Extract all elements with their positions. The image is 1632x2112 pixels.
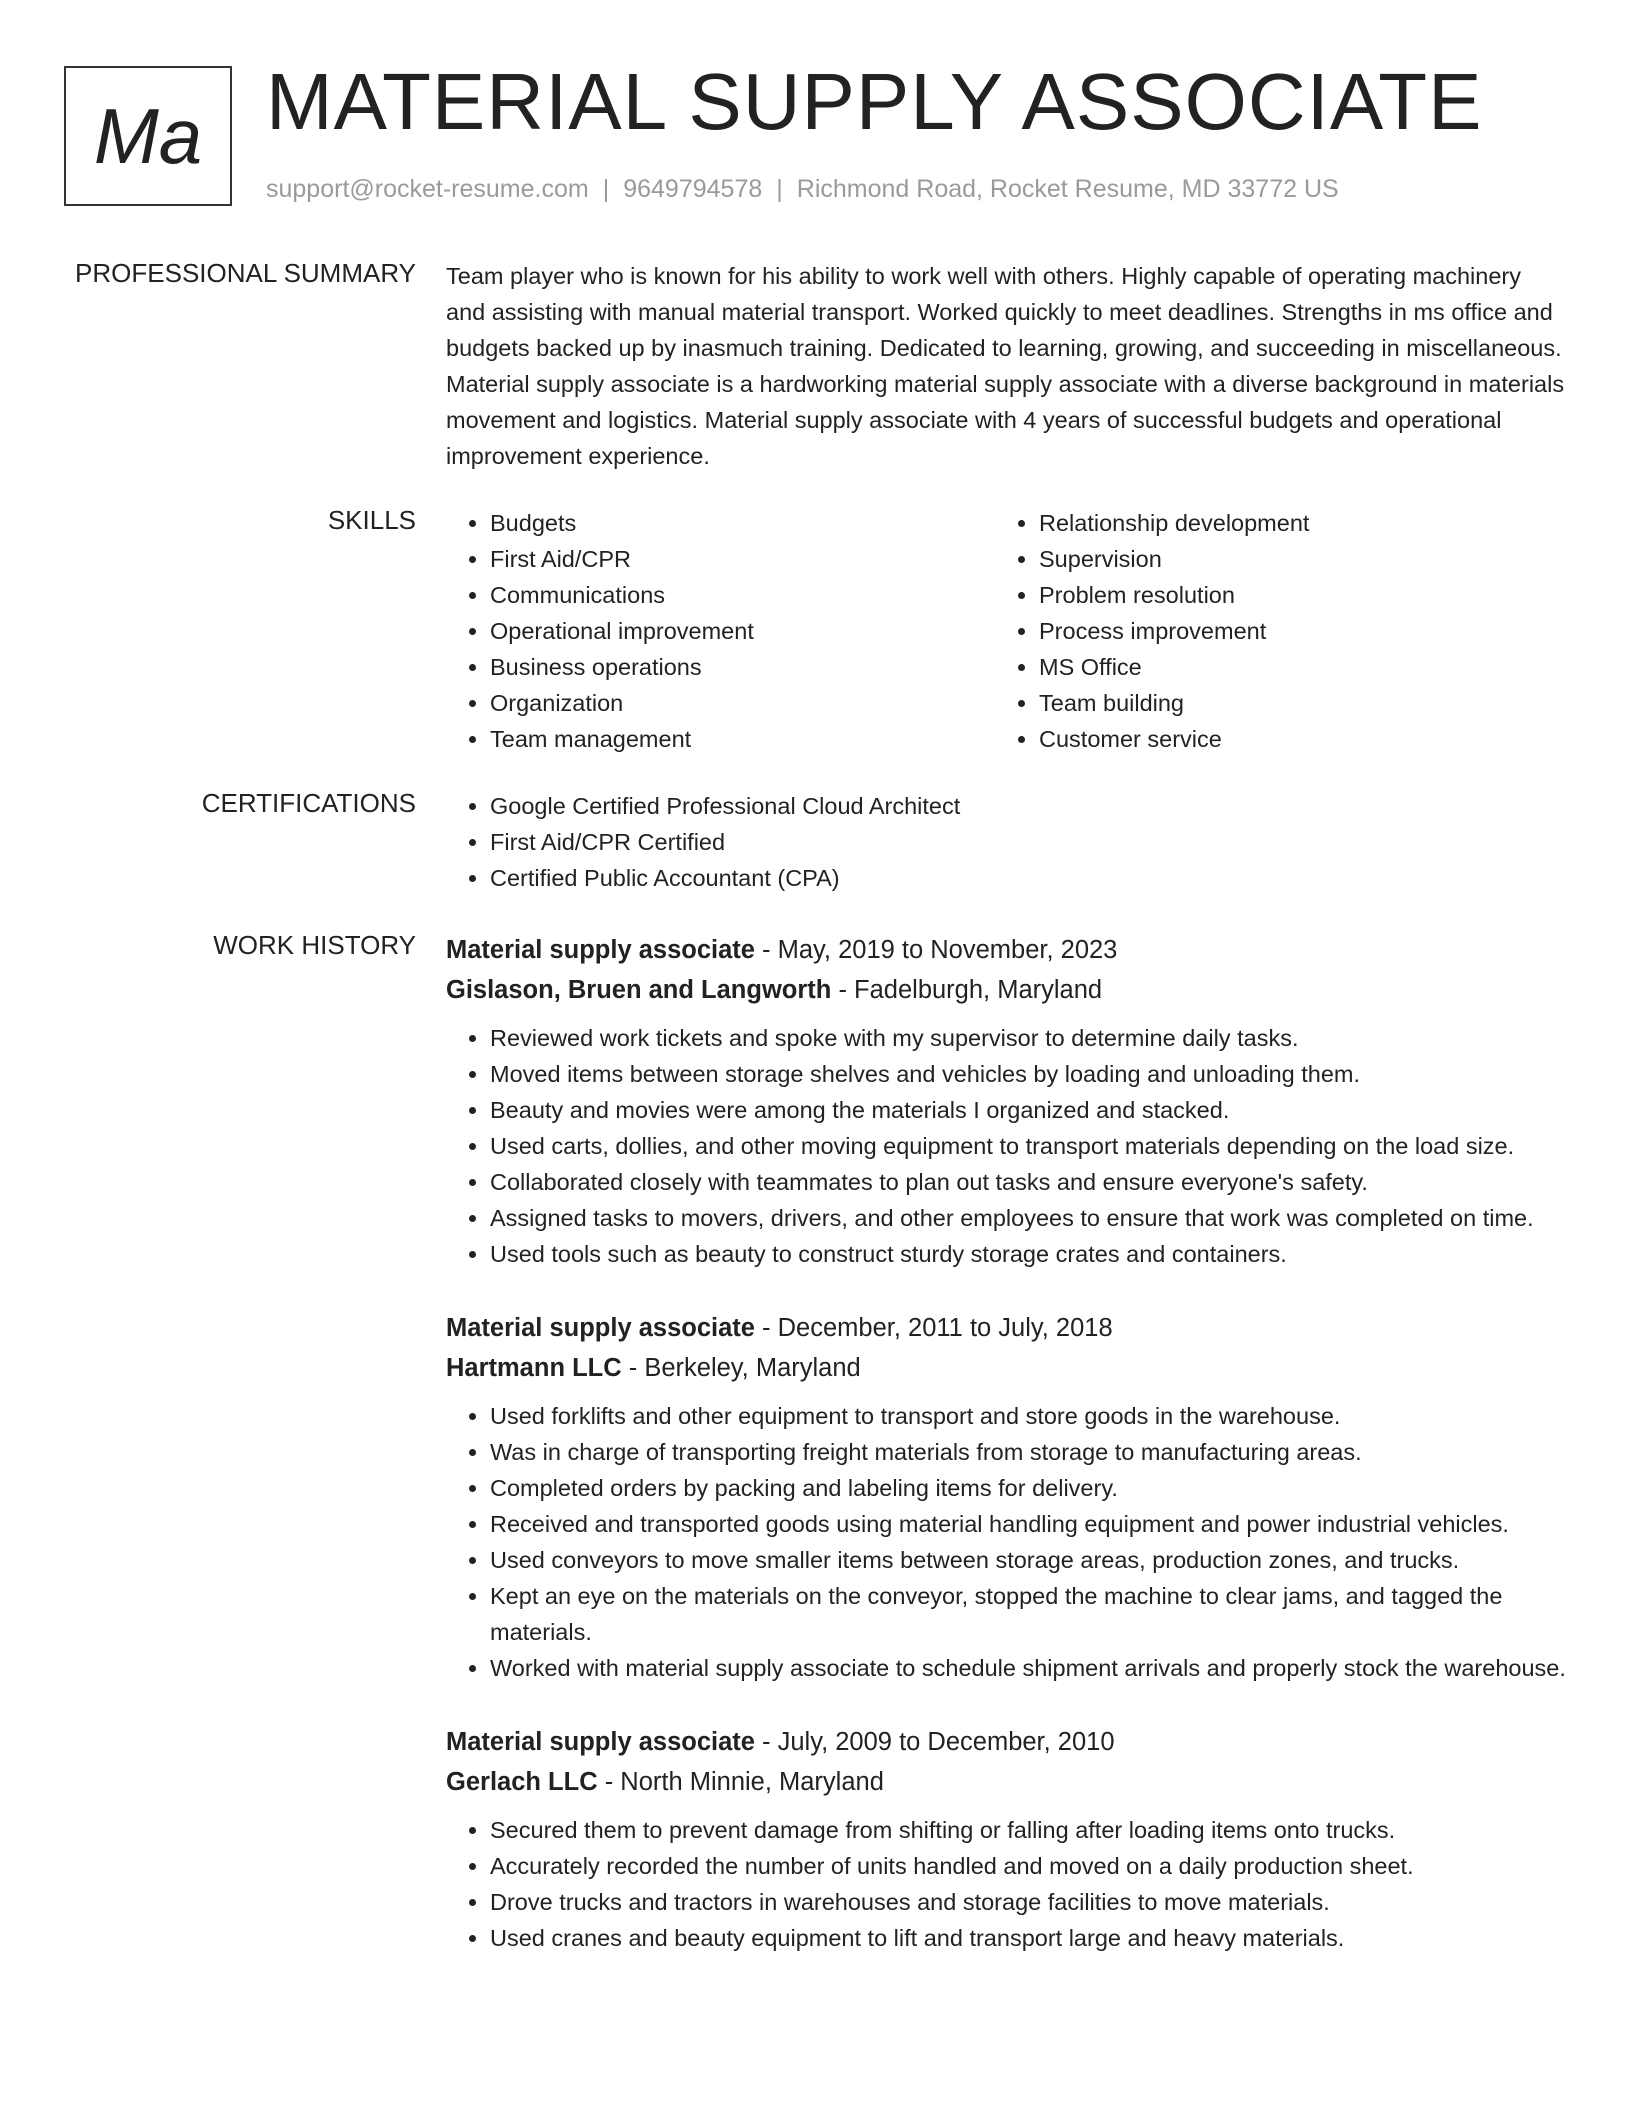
job-location: - Berkeley, Maryland — [621, 1354, 861, 1382]
job-company: Gislason, Bruen and Langworth — [446, 976, 832, 1004]
contact-address: Richmond Road, Rocket Resume, MD 33772 US — [796, 175, 1339, 203]
job-bullet: • Worked with material supply associate to schedule shipment arrivals and properly stock the warehouse. — [490, 1650, 1566, 1686]
job-company-line — [446, 1762, 1566, 1802]
job-company-line — [446, 970, 1566, 1010]
work-history-list — [446, 930, 1566, 1992]
skill-item: • Relationship development — [1039, 505, 1544, 541]
job-location: - North Minnie, Maryland — [597, 1768, 884, 1796]
contact-separator: | — [776, 175, 783, 203]
job-title: Material supply associate — [446, 1314, 755, 1342]
summary-heading: PROFESSIONAL SUMMARY — [75, 258, 416, 288]
contact-separator: | — [602, 175, 610, 203]
skill-item: • Organization — [490, 685, 995, 721]
skill-item: • Operational improvement — [490, 613, 995, 649]
job-bullet: • Accurately recorded the number of units handled and moved on a daily production sheet. — [490, 1848, 1566, 1884]
job-entry — [446, 1722, 1566, 1956]
job-bullet: • Completed orders by packing and labeling items for delivery. — [490, 1470, 1566, 1506]
skill-item: • Supervision — [1039, 541, 1544, 577]
job-bullet: • Received and transported goods using material handling equipment and power industrial vehicles. — [490, 1506, 1566, 1542]
job-entry — [446, 930, 1566, 1272]
job-company: Gerlach LLC — [446, 1768, 598, 1796]
certifications-heading: CERTIFICATIONS — [201, 788, 416, 818]
skill-item: • Team building — [1039, 685, 1544, 721]
job-bullet: • Beauty and movies were among the materials I organized and stacked. — [490, 1092, 1566, 1128]
skill-item: • Budgets — [490, 505, 995, 541]
job-bullet: • Reviewed work tickets and spoke with my supervisor to determine daily tasks. — [490, 1020, 1566, 1056]
contact-email[interactable]: support@rocket-resume.com — [266, 175, 589, 203]
skill-item: • Problem resolution — [1039, 577, 1544, 613]
skill-item: • Customer service — [1039, 721, 1544, 757]
monogram-logo: Ma — [64, 66, 232, 206]
skill-item: • Communications — [490, 577, 995, 613]
job-bullets — [446, 1812, 1566, 1956]
job-location: - Fadelburgh, Maryland — [831, 976, 1103, 1004]
skills-list — [446, 505, 1566, 757]
skill-item: • Process improvement — [1039, 613, 1544, 649]
certification-item: • Google Certified Professional Cloud Architect — [490, 788, 1566, 824]
job-bullet: • Used conveyors to move smaller items between storage areas, production zones, and trucks. — [490, 1542, 1566, 1578]
job-dates: - May, 2019 to November, 2023 — [754, 936, 1118, 964]
skill-item: • Business operations — [490, 649, 995, 685]
job-bullet: • Used carts, dollies, and other moving equipment to transport materials depending on the load size. — [490, 1128, 1566, 1164]
job-dates: - July, 2009 to December, 2010 — [754, 1728, 1115, 1756]
page-title: MATERIAL SUPPLY ASSOCIATE — [266, 57, 1483, 146]
skills-column-right — [995, 505, 1544, 757]
job-title-line — [446, 930, 1566, 970]
job-title: Material supply associate — [446, 936, 755, 964]
certifications-list — [446, 788, 1566, 896]
certification-item: • First Aid/CPR Certified — [490, 824, 1566, 860]
job-bullets — [446, 1398, 1566, 1686]
summary-text: Team player who is known for his ability to work well with others. Highly capable of operating machinery and assisting with manual material transport. Worked quickly to meet deadlines. Strengths in ms office and budgets backed up by inasmuch training. Dedicated to learning, growing, and succeeding in miscellaneous. Material supply associate is a hardworking material supply associate with a diverse background in materials movement and logistics. Material supply associate with 4 years of successful budgets and operational improvement experience. — [446, 263, 1565, 469]
job-bullet: • Moved items between storage shelves and vehicles by loading and unloading them. — [490, 1056, 1566, 1092]
skill-item: • First Aid/CPR — [490, 541, 995, 577]
job-bullet: • Was in charge of transporting freight materials from storage to manufacturing areas. — [490, 1434, 1566, 1470]
job-bullet: • Used forklifts and other equipment to transport and store goods in the warehouse. — [490, 1398, 1566, 1434]
job-bullet: • Collaborated closely with teammates to plan out tasks and ensure everyone's safety. — [490, 1164, 1566, 1200]
skill-item: • Team management — [490, 721, 995, 757]
job-bullet: • Drove trucks and tractors in warehouses and storage facilities to move materials. — [490, 1884, 1566, 1920]
contact-phone[interactable]: 9649794578 — [623, 175, 763, 203]
job-bullet: • Secured them to prevent damage from shifting or falling after loading items onto trucks. — [490, 1812, 1566, 1848]
skills-heading: SKILLS — [327, 505, 416, 535]
certification-item: • Certified Public Accountant (CPA) — [490, 860, 1566, 896]
job-title-line — [446, 1722, 1566, 1762]
job-entry — [446, 1308, 1566, 1686]
job-company: Hartmann LLC — [446, 1354, 622, 1382]
job-bullets — [446, 1020, 1566, 1272]
job-bullet: • Assigned tasks to movers, drivers, and other employees to ensure that work was completed on time. — [490, 1200, 1566, 1236]
work-history-heading: WORK HISTORY — [213, 930, 416, 960]
skill-item: • MS Office — [1039, 649, 1544, 685]
job-company-line — [446, 1348, 1566, 1388]
job-bullet: • Used tools such as beauty to construct sturdy storage crates and containers. — [490, 1236, 1566, 1272]
job-title-line — [446, 1308, 1566, 1348]
job-dates: - December, 2011 to July, 2018 — [754, 1314, 1113, 1342]
job-title: Material supply associate — [446, 1728, 755, 1756]
job-bullet: • Kept an eye on the materials on the conveyor, stopped the machine to clear jams, and tagged the materials. — [490, 1578, 1566, 1650]
contact-line — [266, 175, 1339, 204]
skills-column-left — [446, 505, 995, 757]
job-bullet: • Used cranes and beauty equipment to lift and transport large and heavy materials. — [490, 1920, 1566, 1956]
